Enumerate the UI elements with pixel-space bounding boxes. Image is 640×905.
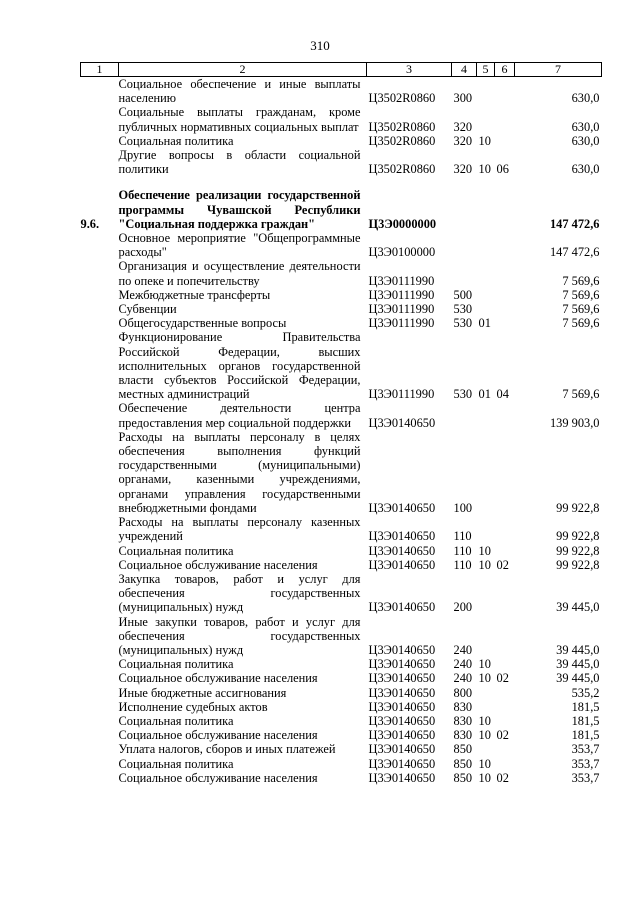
row-subsection (495, 544, 515, 558)
table-row (81, 757, 602, 771)
row-subsection (495, 686, 515, 700)
row-code: Ц3Э0111990 (368, 273, 435, 288)
row-name (119, 714, 367, 728)
row-code: Ц3Э0140650 (368, 728, 436, 743)
row-number (81, 671, 119, 685)
row-section: 10 (478, 133, 491, 148)
row-expense-type: 320 (453, 133, 473, 148)
row-name-text: Социальное обслуживание населения (118, 557, 318, 572)
row-expense-type: 500 (453, 287, 473, 302)
row-name (119, 544, 367, 558)
row-number (81, 700, 119, 714)
row-name (119, 430, 367, 515)
table-row (81, 316, 602, 330)
table-row (81, 728, 602, 742)
row-code: Ц3Э0140650 (368, 543, 436, 558)
row-amount: 181,5 (571, 699, 600, 714)
row-code: Ц3Э0111990 (368, 302, 435, 317)
row-name (119, 302, 367, 316)
row-code: Ц3Э0140650 (368, 500, 436, 515)
row-expense-type: 240 (453, 657, 473, 672)
row-subsection (495, 288, 515, 302)
row-amount: 99 922,8 (556, 543, 600, 558)
row-subsection (495, 188, 515, 231)
row-expense-type: 320 (453, 119, 473, 134)
row-expense-type: 110 (453, 529, 472, 544)
row-name-text: Уплата налогов, сборов и иных платежей (118, 742, 336, 757)
row-subsection (495, 401, 515, 429)
row-name (119, 771, 367, 785)
row-amount: 39 445,0 (556, 671, 600, 686)
table-row (81, 615, 602, 658)
row-code: Ц3502R0860 (368, 162, 436, 177)
row-expense-type: 300 (453, 91, 473, 106)
row-name-text: Социальная политика (118, 657, 234, 672)
row-subsection (495, 231, 515, 259)
row-section (477, 430, 495, 515)
row-amount: 99 922,8 (556, 500, 600, 515)
row-number (81, 657, 119, 671)
row-number (81, 615, 119, 658)
header-col-3: 3 (367, 63, 452, 77)
row-expense-type (452, 231, 477, 259)
row-number (81, 148, 119, 176)
row-number (81, 105, 119, 133)
row-name (119, 728, 367, 742)
row-section (477, 302, 495, 316)
row-section (477, 401, 495, 429)
row-subsection: 02 (496, 557, 509, 572)
table-row (81, 148, 602, 176)
spacer-row (81, 176, 602, 188)
row-amount: 353,7 (571, 756, 600, 771)
row-section (477, 77, 495, 106)
row-subsection (495, 430, 515, 515)
row-section (477, 188, 495, 231)
row-number (81, 714, 119, 728)
row-name-text: Исполнение судебных актов (118, 699, 268, 714)
row-code: Ц3Э0140650 (368, 770, 436, 785)
row-name (119, 401, 367, 429)
table-row (81, 515, 602, 543)
row-name-text: Иные бюджетные ассигнования (118, 685, 287, 700)
header-col-1: 1 (81, 63, 119, 77)
row-name-text: Социальное обслуживание населения (118, 671, 318, 686)
row-code: Ц3Э0140650 (368, 699, 436, 714)
row-name (119, 572, 367, 615)
row-name (119, 77, 367, 106)
row-number (81, 231, 119, 259)
row-name-text: Социальная политика (118, 133, 234, 148)
row-code: Ц3Э0140650 (368, 415, 436, 430)
row-number (81, 288, 119, 302)
row-section: 10 (478, 162, 491, 177)
row-name-text: Закупка товаров, работ и услуг для обеспечения государственных (муниципальных) нужд (118, 571, 361, 615)
row-section: 10 (478, 657, 491, 672)
row-name-text: Расходы на выплаты персоналу казенных учреждений (118, 515, 361, 544)
table-row (81, 430, 602, 515)
row-name (119, 558, 367, 572)
row-expense-type: 240 (453, 642, 473, 657)
row-name (119, 757, 367, 771)
row-name (119, 657, 367, 671)
table-row (81, 714, 602, 728)
row-name (119, 288, 367, 302)
row-name (119, 700, 367, 714)
row-name-text: Социальное обслуживание населения (118, 770, 318, 785)
header-col-6: 6 (495, 63, 515, 77)
row-code: Ц3502R0860 (368, 91, 436, 106)
row-amount: 630,0 (571, 91, 600, 106)
row-section (477, 615, 495, 658)
row-expense-type: 110 (453, 557, 472, 572)
row-subsection: 02 (496, 728, 509, 743)
table-row (81, 671, 602, 685)
table-row (81, 188, 602, 231)
row-subsection: 02 (496, 671, 509, 686)
row-number: 9.6. (80, 216, 100, 231)
row-code: Ц3Э0140650 (368, 600, 436, 615)
table-row (81, 742, 602, 756)
table-header-row (81, 63, 602, 77)
row-expense-type (452, 401, 477, 429)
row-code: Ц3502R0860 (368, 133, 436, 148)
row-code: Ц3Э0111990 (368, 316, 435, 331)
row-subsection: 02 (496, 770, 509, 785)
row-number (81, 544, 119, 558)
table-body (81, 77, 602, 785)
table-row (81, 771, 602, 785)
budget-table (80, 62, 602, 785)
row-section (477, 288, 495, 302)
row-number (81, 771, 119, 785)
row-expense-type: 110 (453, 543, 472, 558)
row-name (119, 259, 367, 287)
row-subsection (495, 615, 515, 658)
row-section: 10 (478, 671, 491, 686)
row-amount: 630,0 (571, 133, 600, 148)
table-row (81, 572, 602, 615)
row-code: Ц3Э0140650 (368, 642, 436, 657)
row-name-text: Социальная политика (118, 713, 234, 728)
table-row (81, 77, 602, 106)
row-subsection (495, 515, 515, 543)
table-row (81, 700, 602, 714)
row-expense-type: 850 (453, 756, 473, 771)
header-col-5: 5 (477, 63, 495, 77)
row-section: 10 (478, 756, 491, 771)
row-name-text: Социальная политика (118, 543, 234, 558)
row-number (81, 757, 119, 771)
row-number (81, 134, 119, 148)
row-expense-type: 850 (453, 742, 473, 757)
row-subsection (495, 757, 515, 771)
row-name (119, 330, 367, 401)
row-code: Ц3Э0100000 (368, 245, 436, 260)
row-expense-type (452, 188, 477, 231)
row-subsection (495, 77, 515, 106)
row-name-text: Иные закупки товаров, работ и услуг для обеспечения государственных (муниципальных) нужд (118, 614, 361, 657)
row-expense-type: 830 (453, 728, 473, 743)
row-name-text: Обеспечение реализации государственной программы Чувашской Республики "Социальная поддержка граждан" (118, 188, 361, 231)
row-name-text: Социальное обслуживание населения (118, 728, 318, 743)
row-number (81, 259, 119, 287)
row-code: Ц3Э0111990 (368, 387, 435, 402)
row-subsection (495, 700, 515, 714)
table-row (81, 259, 602, 287)
page-number: 310 (310, 38, 330, 53)
row-subsection (495, 105, 515, 133)
row-name-text: Основное мероприятие "Общепрограммные расходы" (118, 231, 361, 260)
row-name-text: Субвенции (118, 302, 177, 317)
row-expense-type: 530 (453, 302, 473, 317)
row-amount: 39 445,0 (556, 657, 600, 672)
row-name-text: Социальное обеспечение и иные выплаты населению (118, 77, 361, 106)
row-subsection (495, 259, 515, 287)
row-subsection: 04 (496, 387, 509, 402)
row-amount: 181,5 (571, 728, 600, 743)
row-section (477, 515, 495, 543)
row-expense-type: 100 (453, 500, 473, 515)
row-subsection (495, 714, 515, 728)
row-expense-type: 530 (453, 387, 473, 402)
row-subsection (495, 316, 515, 330)
row-code: Ц3502R0860 (368, 119, 436, 134)
row-amount: 7 569,6 (562, 316, 600, 331)
row-subsection: 06 (496, 162, 509, 177)
table-row (81, 657, 602, 671)
row-section (477, 742, 495, 756)
row-subsection (495, 572, 515, 615)
row-amount: 535,2 (571, 685, 600, 700)
row-name (119, 515, 367, 543)
spacer-cell (81, 176, 602, 188)
row-section: 01 (478, 316, 491, 331)
header-col-4: 4 (452, 63, 477, 77)
row-name-text: Функционирование Правительства Российской Федерации, высших исполнительных органов государственной власти субъектов Российской Федерации, местных администраций (118, 330, 361, 402)
row-name (119, 742, 367, 756)
row-name (119, 105, 367, 133)
row-code: Ц3Э0000000 (368, 216, 437, 231)
row-section (477, 259, 495, 287)
row-number (81, 330, 119, 401)
row-amount: 353,7 (571, 742, 600, 757)
row-number (81, 686, 119, 700)
row-name-text: Расходы на выплаты персоналу в целях обеспечения выполнения функций государственными (муниципальными) органами, казенными учреждениями, органами управления государственными внебюджетными фондами (118, 429, 361, 515)
row-expense-type (452, 259, 477, 287)
row-name (119, 686, 367, 700)
row-amount: 147 472,6 (549, 216, 600, 231)
row-code: Ц3Э0140650 (368, 756, 436, 771)
row-number (81, 728, 119, 742)
row-amount: 7 569,6 (562, 387, 600, 402)
row-expense-type: 830 (453, 699, 473, 714)
table-row (81, 401, 602, 429)
row-section (477, 700, 495, 714)
row-section: 10 (478, 770, 491, 785)
table-row (81, 686, 602, 700)
header-col-2: 2 (119, 63, 367, 77)
row-subsection (495, 134, 515, 148)
row-number (81, 316, 119, 330)
row-amount: 630,0 (571, 162, 600, 177)
row-expense-type: 200 (453, 600, 473, 615)
row-amount: 99 922,8 (556, 529, 600, 544)
row-number (81, 558, 119, 572)
row-subsection (495, 302, 515, 316)
row-section: 10 (478, 557, 491, 572)
row-number (81, 572, 119, 615)
row-expense-type: 530 (453, 316, 473, 331)
row-subsection (495, 657, 515, 671)
row-amount: 39 445,0 (556, 642, 600, 657)
row-section: 10 (478, 713, 491, 728)
row-code: Ц3Э0140650 (368, 657, 436, 672)
row-expense-type: 850 (453, 770, 473, 785)
row-code: Ц3Э0140650 (368, 685, 436, 700)
row-name (119, 615, 367, 658)
row-name-text: Общегосударственные вопросы (118, 316, 287, 331)
table-row (81, 231, 602, 259)
row-number (81, 77, 119, 106)
row-number (81, 515, 119, 543)
table-row (81, 330, 602, 401)
row-number (81, 742, 119, 756)
row-number (81, 430, 119, 515)
row-amount: 7 569,6 (562, 302, 600, 317)
row-code: Ц3Э0140650 (368, 529, 436, 544)
row-name (119, 316, 367, 330)
row-name-text: Социальные выплаты гражданам, кроме публичных нормативных социальных выплат (118, 105, 361, 134)
table-row (81, 134, 602, 148)
row-section: 01 (478, 387, 491, 402)
row-expense-type: 800 (453, 685, 473, 700)
header-col-7: 7 (515, 63, 602, 77)
table-row (81, 105, 602, 133)
row-code: Ц3Э0140650 (368, 557, 436, 572)
row-code: Ц3Э0140650 (368, 713, 436, 728)
row-amount: 7 569,6 (562, 287, 600, 302)
row-expense-type: 320 (453, 162, 473, 177)
row-number (81, 401, 119, 429)
row-subsection (495, 742, 515, 756)
row-amount: 99 922,8 (556, 557, 600, 572)
row-amount: 353,7 (571, 770, 600, 785)
row-code: Ц3Э0140650 (368, 671, 436, 686)
row-name (119, 671, 367, 685)
table-row (81, 288, 602, 302)
row-section: 10 (478, 543, 491, 558)
row-name-text: Другие вопросы в области социальной политики (118, 148, 361, 177)
row-amount: 630,0 (571, 119, 600, 134)
row-amount: 39 445,0 (556, 600, 600, 615)
row-name (119, 134, 367, 148)
row-amount: 181,5 (571, 713, 600, 728)
table-row (81, 302, 602, 316)
row-code: Ц3Э0111990 (368, 287, 435, 302)
row-name (119, 188, 367, 231)
row-name (119, 148, 367, 176)
row-name-text: Социальная политика (118, 756, 234, 771)
row-amount: 147 472,6 (549, 245, 600, 260)
table-row (81, 544, 602, 558)
row-section (477, 231, 495, 259)
row-section: 10 (478, 728, 491, 743)
row-section (477, 105, 495, 133)
row-expense-type: 830 (453, 713, 473, 728)
row-amount: 7 569,6 (562, 273, 600, 288)
row-code: Ц3Э0140650 (368, 742, 436, 757)
row-section (477, 686, 495, 700)
row-name (119, 231, 367, 259)
table-row (81, 558, 602, 572)
row-amount: 139 903,0 (549, 415, 600, 430)
row-name-text: Обеспечение деятельности центра предоставления мер социальной поддержки (118, 401, 361, 430)
row-section (477, 572, 495, 615)
row-number (81, 302, 119, 316)
row-name-text: Межбюджетные трансферты (118, 287, 271, 302)
row-expense-type: 240 (453, 671, 473, 686)
row-name-text: Организация и осуществление деятельности по опеке и попечительству (118, 259, 361, 288)
